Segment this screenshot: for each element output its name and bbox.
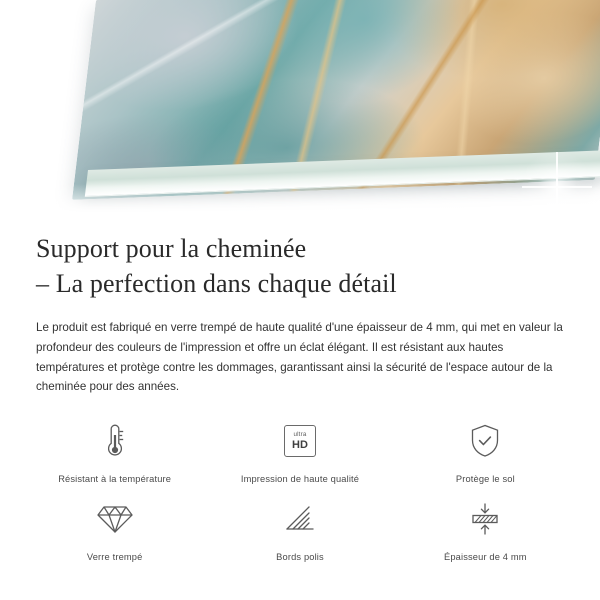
description-paragraph: Le produit est fabriqué en verre trempé de haute qualité d'une épaisseur de 4 mm, qui met en valeur la profondeur des couleurs de l'impression et offre un éclat élégant. Il est résistant aux hautes températures et protège contre les dommages, garantissant ainsi la sécurité de l'espace autour de la cheminée pour des années.	[36, 320, 563, 394]
feature-label: Verre trempé	[86, 552, 143, 563]
page-title-line-2: – La perfection dans chaque détail	[36, 268, 397, 298]
diamond-icon	[96, 497, 134, 541]
feature-grid	[0, 419, 600, 563]
hero-bottom-fade	[0, 184, 600, 218]
ultra-hd-icon	[284, 419, 316, 463]
feature-label: Bords polis	[276, 552, 324, 563]
page-title	[36, 232, 564, 302]
shield-check-icon	[468, 419, 502, 463]
feature-high-quality-print	[207, 419, 392, 485]
feature-tempered-glass	[22, 497, 207, 563]
page-title-line-1: Support pour la cheminée	[36, 234, 307, 263]
hero-image	[0, 0, 600, 218]
feature-label: Impression de haute qualité	[240, 474, 360, 485]
feature-floor-protection	[393, 419, 578, 485]
feature-thickness	[393, 497, 578, 563]
feature-label: Résistant à la température	[58, 474, 172, 485]
feature-label: Épaisseur de 4 mm	[444, 552, 527, 563]
ultra-hd-badge-bottom: HD	[292, 438, 308, 451]
thermometer-icon	[102, 419, 128, 463]
footer-spacer	[0, 590, 600, 600]
feature-label: Protège le sol	[455, 474, 515, 485]
polished-edges-icon	[283, 497, 317, 541]
content-block	[0, 218, 600, 397]
feature-polished-edges	[207, 497, 392, 563]
feature-temperature-resistant	[22, 419, 207, 485]
thickness-arrows-icon	[467, 497, 503, 541]
ultra-hd-badge-top: ultra	[293, 431, 307, 439]
